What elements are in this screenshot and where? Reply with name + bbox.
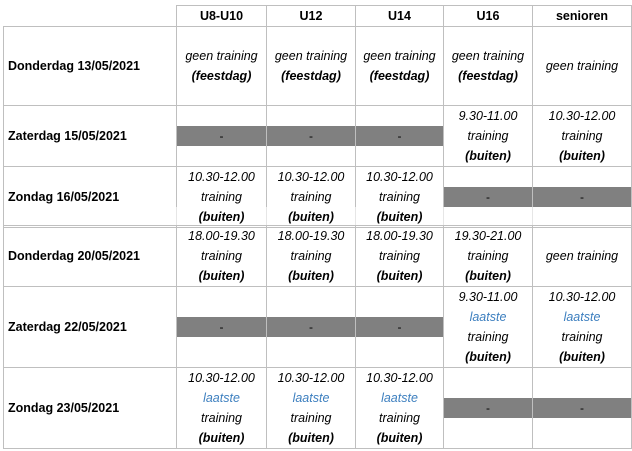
cell-line: training: [379, 249, 420, 263]
schedule-cell: [177, 226, 267, 287]
cell-line: (feestdag): [191, 69, 252, 83]
cell-line: laatste: [203, 391, 240, 405]
cell-line: 18.00-19.30: [277, 229, 345, 243]
cell-line: (buiten): [198, 431, 245, 445]
cell-line: 18.00-19.30: [188, 229, 255, 243]
cell-content: [533, 56, 631, 76]
header-row: [4, 6, 632, 27]
cell-line: 10.30-12.00: [548, 290, 616, 304]
schedule-cell: [356, 27, 444, 106]
schedule-cell: [177, 368, 267, 449]
schedule-cell: [533, 27, 632, 106]
day-label: Donderdag 13/05/2021: [4, 27, 177, 106]
cell-line: training: [290, 249, 332, 263]
cell-line: (feestdag): [458, 69, 518, 83]
cell-line: 9.30-11.00: [458, 109, 518, 123]
cell-line: 10.30-12.00: [366, 371, 433, 385]
cell-content: [177, 226, 266, 286]
cell-line: (buiten): [559, 350, 605, 364]
cell-content: [177, 368, 266, 448]
cell-content: [444, 226, 532, 286]
no-training-bar: -: [177, 126, 266, 146]
cell-content: [533, 106, 631, 166]
column-header: U16: [444, 6, 533, 27]
day-label: Zaterdag 22/05/2021: [4, 287, 177, 368]
no-training-bar: -: [533, 398, 631, 418]
cell-content: [356, 226, 443, 286]
cell-line: (buiten): [288, 269, 334, 283]
cell-line: 10.30-12.00: [548, 109, 616, 123]
cell-line: training: [467, 249, 509, 263]
schedule-cell: [267, 368, 356, 449]
schedule-row: [4, 368, 632, 449]
cell-line: training: [561, 330, 603, 344]
cell-line: (buiten): [465, 269, 511, 283]
cell-line: (buiten): [376, 431, 423, 445]
cell-line: 10.30-12.00: [277, 170, 345, 184]
cell-content: [444, 46, 532, 86]
no-training-bar: -: [267, 317, 355, 337]
schedule-row: [4, 106, 632, 167]
day-label: Donderdag 20/05/2021: [4, 226, 177, 287]
no-training-bar: -: [267, 126, 355, 146]
cell-line: training: [201, 411, 242, 425]
cell-line: 9.30-11.00: [458, 290, 518, 304]
cell-line: (feestdag): [369, 69, 430, 83]
schedule-cell: [356, 226, 444, 287]
cell-content: [267, 368, 355, 448]
schedule-cell: [177, 27, 267, 106]
schedule-cell: [267, 27, 356, 106]
cell-line: geen training: [363, 49, 436, 63]
cell-content: [177, 46, 266, 86]
no-training-bar: -: [533, 187, 631, 207]
cell-line: (buiten): [559, 149, 605, 163]
cell-line: (buiten): [198, 210, 245, 224]
cell-line: training: [290, 190, 332, 204]
cell-line: (buiten): [376, 269, 423, 283]
schedule-cell: [267, 287, 356, 368]
schedule-cell: [356, 106, 444, 167]
cell-content: [356, 46, 443, 86]
day-label: Zaterdag 15/05/2021: [4, 106, 177, 167]
schedule-table-week-2: [3, 225, 632, 449]
cell-line: geen training: [545, 59, 619, 73]
schedule-cell: [267, 106, 356, 167]
day-label: Zondag 16/05/2021: [4, 167, 177, 228]
cell-line: 10.30-12.00: [277, 371, 345, 385]
cell-line: training: [290, 411, 332, 425]
cell-line: geen training: [545, 249, 619, 263]
cell-line: geen training: [185, 49, 258, 63]
cell-line: (buiten): [198, 269, 245, 283]
cell-content: [267, 46, 355, 86]
cell-line: 10.30-12.00: [188, 371, 255, 385]
cell-line: training: [201, 249, 242, 263]
cell-line: laatste: [381, 391, 418, 405]
column-header: U14: [356, 6, 444, 27]
cell-line: 19.30-21.00: [454, 229, 522, 243]
schedule-cell: [533, 106, 632, 167]
schedule-cell: [177, 106, 267, 167]
no-training-bar: -: [177, 317, 266, 337]
schedule-cell: [177, 287, 267, 368]
cell-line: (buiten): [465, 350, 511, 364]
cell-content: [444, 106, 532, 166]
cell-line: laatste: [292, 391, 330, 405]
cell-line: 10.30-12.00: [188, 170, 255, 184]
cell-line: laatste: [563, 310, 601, 324]
schedule-cell: [356, 287, 444, 368]
cell-line: training: [561, 129, 603, 143]
cell-line: (buiten): [288, 210, 334, 224]
schedule-cell: [267, 226, 356, 287]
cell-line: training: [379, 190, 420, 204]
cell-line: geen training: [451, 49, 525, 63]
cell-line: (feestdag): [281, 69, 341, 83]
cell-content: [444, 287, 532, 367]
schedule-row: [4, 226, 632, 287]
no-training-bar: -: [356, 126, 443, 146]
cell-content: [533, 246, 631, 266]
schedule-cell: [444, 368, 533, 449]
no-training-bar: -: [444, 187, 532, 207]
schedule-table-week-1: [3, 5, 632, 228]
schedule-cell: [533, 287, 632, 368]
schedule-row: [4, 287, 632, 368]
cell-line: laatste: [469, 310, 507, 324]
no-training-bar: -: [444, 398, 532, 418]
schedule-cell: [533, 368, 632, 449]
cell-line: training: [467, 330, 509, 344]
schedule-cell: [444, 27, 533, 106]
column-header: U8-U10: [177, 6, 267, 27]
cell-line: geen training: [274, 49, 348, 63]
cell-content: [267, 226, 355, 286]
header-corner: [4, 6, 177, 27]
no-training-bar: -: [356, 317, 443, 337]
column-header: senioren: [533, 6, 632, 27]
schedule-cell: [444, 287, 533, 368]
schedule-row: [4, 27, 632, 106]
cell-content: [356, 368, 443, 448]
cell-line: (buiten): [288, 431, 334, 445]
day-label: Zondag 23/05/2021: [4, 368, 177, 449]
cell-line: training: [201, 190, 242, 204]
cell-content: [533, 287, 631, 367]
cell-line: training: [379, 411, 420, 425]
cell-line: (buiten): [465, 149, 511, 163]
cell-line: 10.30-12.00: [366, 170, 433, 184]
cell-line: (buiten): [376, 210, 423, 224]
schedule-cell: [533, 226, 632, 287]
schedule-cell: [444, 106, 533, 167]
cell-line: 18.00-19.30: [366, 229, 433, 243]
table-gap: [3, 207, 631, 225]
schedule-cell: [356, 368, 444, 449]
cell-line: training: [467, 129, 509, 143]
column-header: U12: [267, 6, 356, 27]
schedule-cell: [444, 226, 533, 287]
